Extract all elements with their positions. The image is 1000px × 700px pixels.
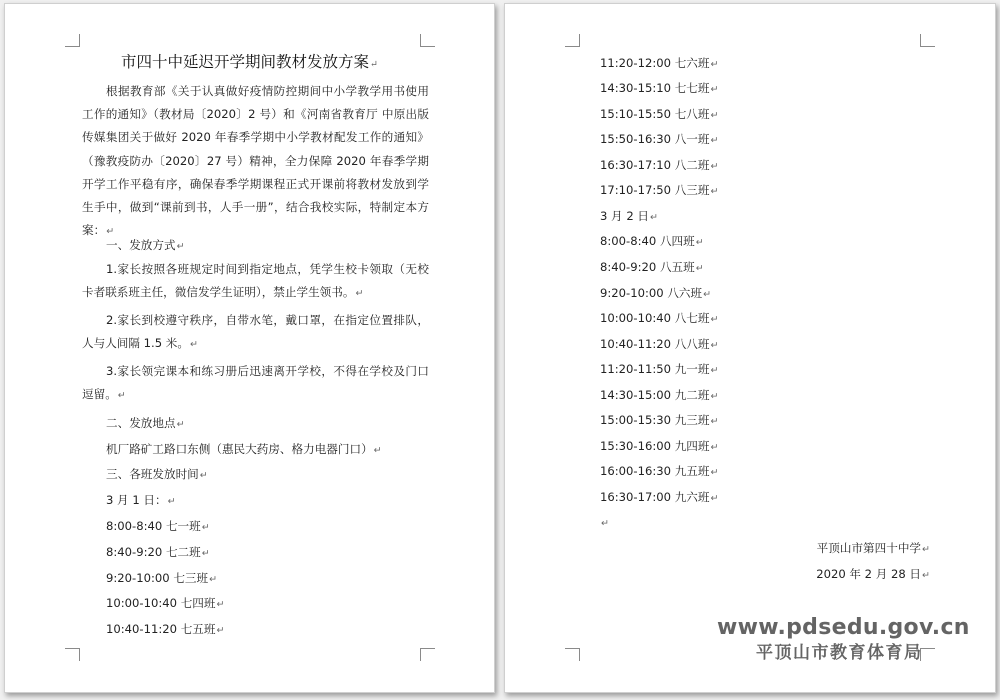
section-heading-method: 一、发放方式↵	[106, 238, 185, 252]
schedule-slot: 16:30-17:00 九六班↵	[600, 490, 719, 504]
section-heading-location: 二、发放地点↵	[106, 416, 185, 430]
signature-date: 2020 年 2 月 28 日↵	[816, 567, 930, 581]
method-item-3: 3.家长领完课本和练习册后迅速离开学校，不得在学校及门口逗留。↵	[82, 364, 429, 402]
schedule-slot: 15:50-16:30 八一班↵	[600, 132, 719, 146]
schedule-slot: 17:10-17:50 八三班↵	[600, 183, 719, 197]
method-item-2: 2.家长到校遵守秩序，自带水笔，戴口罩，在指定位置排队，人与人间隔 1.5 米。↵	[82, 313, 429, 351]
method-item-1: 1.家长按照各班规定时间到指定地点，凭学生校卡领取（无校卡者联系班主任，微信发学生证明），禁止学生领书。↵	[82, 262, 429, 300]
signature-organization: 平顶山市第四十中学↵	[816, 541, 930, 555]
schedule-slot: 8:40-9:20 七二班↵	[106, 545, 210, 559]
document-page-2	[504, 3, 996, 693]
schedule-slot: 16:30-17:10 八二班↵	[600, 158, 719, 172]
document-title: 市四十中延迟开学期间教材发放方案↵	[121, 53, 378, 71]
schedule-slot: 10:40-11:20 八八班↵	[600, 337, 719, 351]
crop-mark-top-right	[420, 34, 435, 47]
intro-paragraph: 根据教育部《关于认真做好疫情防控期间中小学教学用书使用工作的通知》（教材局〔2020〕2 号）和《河南省教育厅 中原出版传媒集团关于做好 2020 年春季学期中小学教材配发工作的通知》（豫教疫防办〔2020〕27 号）精神，全力保障 2020 年春季学期开学工作平稳有序，确保春季学期课程正式开课前将教材发放到学生手中，做到“课前到书，人手一册”，结合我校实际，特制定本方案：↵	[82, 84, 429, 238]
schedule-slot: 8:00-8:40 七一班↵	[106, 519, 210, 533]
crop-mark-top-left	[565, 34, 580, 47]
schedule-day-1: 3 月 1 日：↵	[106, 493, 176, 507]
watermark-organization: 平顶山市教育体育局	[756, 643, 923, 663]
crop-mark-bottom-left	[65, 648, 80, 661]
schedule-slot: 15:30-16:00 九四班↵	[600, 439, 719, 453]
crop-mark-bottom-left	[565, 648, 580, 661]
schedule-slot: 10:00-10:40 七四班↵	[106, 596, 225, 610]
empty-paragraph: ↵	[601, 518, 609, 529]
crop-mark-top-left	[65, 34, 80, 47]
schedule-slot: 10:40-11:20 七五班↵	[106, 622, 225, 636]
schedule-day-2: 3 月 2 日↵	[600, 209, 658, 223]
schedule-slot: 8:40-9:20 八五班↵	[600, 260, 704, 274]
crop-mark-bottom-right	[420, 648, 435, 661]
schedule-slot: 11:20-12:00 七六班↵	[600, 56, 719, 70]
schedule-slot: 9:20-10:00 七三班↵	[106, 571, 218, 585]
schedule-slot: 11:20-11:50 九一班↵	[600, 362, 719, 376]
section-heading-schedule: 三、各班发放时间↵	[106, 467, 208, 481]
crop-mark-top-right	[920, 34, 935, 47]
schedule-slot: 10:00-10:40 八七班↵	[600, 311, 719, 325]
watermark-website: www.pdsedu.gov.cn	[717, 615, 970, 640]
document-page-1	[4, 3, 495, 693]
schedule-slot: 15:00-15:30 九三班↵	[600, 413, 719, 427]
schedule-slot: 9:20-10:00 八六班↵	[600, 286, 712, 300]
location-text: 机厂路矿工路口东侧（惠民大药房、格力电器门口）↵	[106, 442, 382, 456]
schedule-slot: 16:00-16:30 九五班↵	[600, 464, 719, 478]
schedule-slot: 8:00-8:40 八四班↵	[600, 234, 704, 248]
schedule-slot: 14:30-15:10 七七班↵	[600, 81, 719, 95]
schedule-slot: 15:10-15:50 七八班↵	[600, 107, 719, 121]
schedule-slot: 14:30-15:00 九二班↵	[600, 388, 719, 402]
